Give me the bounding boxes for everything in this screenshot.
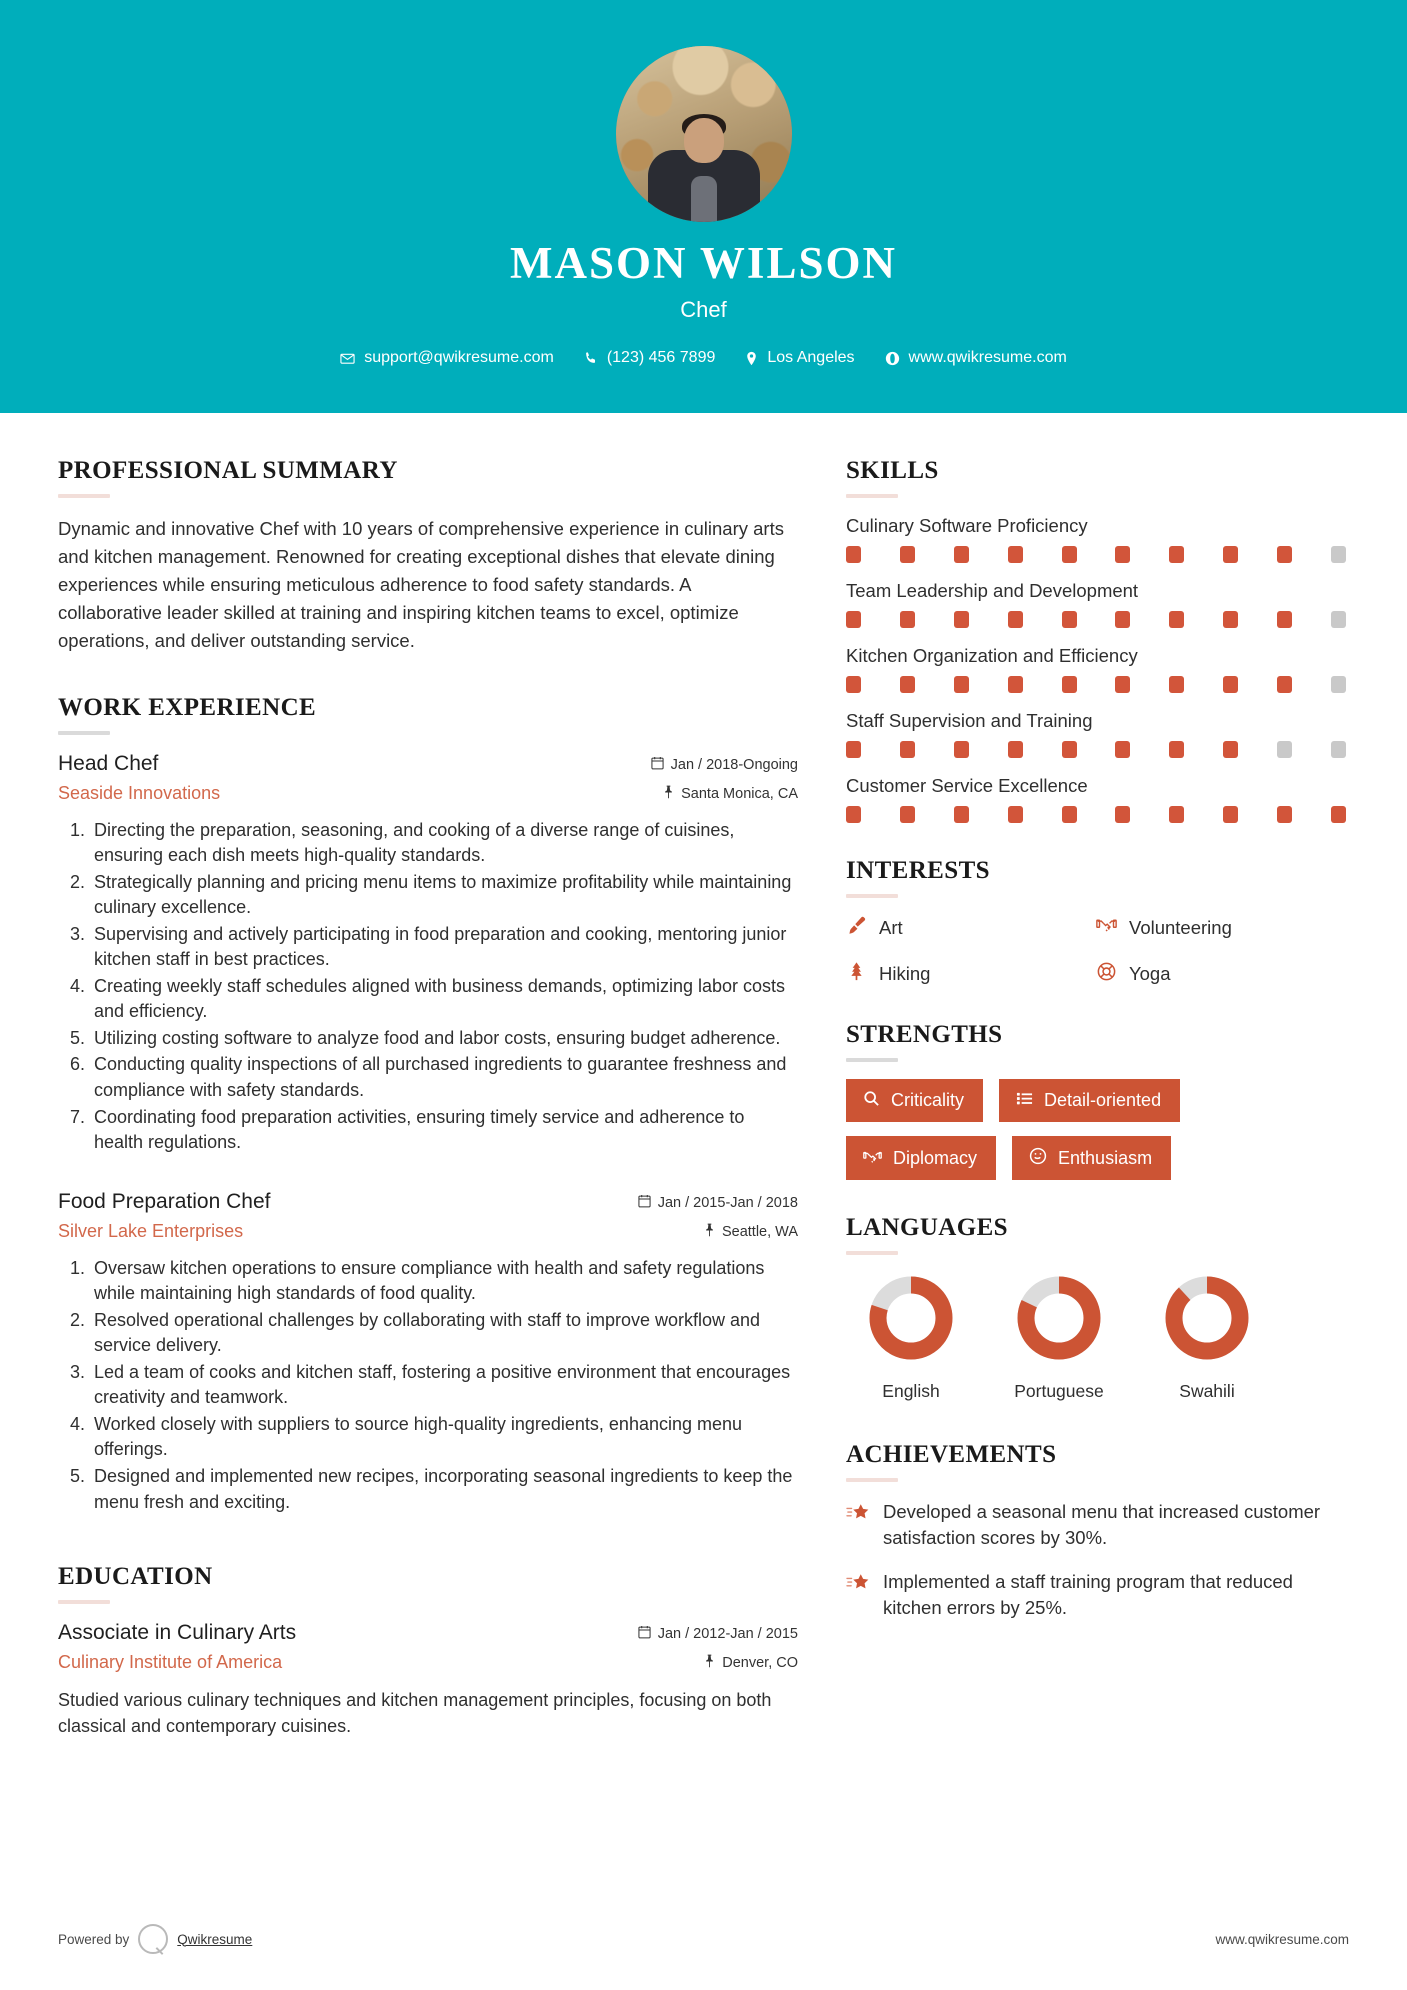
section-rule (58, 731, 110, 735)
calendar-icon (638, 1194, 651, 1212)
map-pin-icon (745, 351, 758, 366)
language-donut (994, 1272, 1124, 1369)
interest-label: Hiking (879, 963, 931, 984)
resume-body (0, 413, 1407, 1739)
skill-item (846, 710, 1346, 758)
language-donut (1142, 1272, 1272, 1369)
left-column (58, 457, 798, 1739)
calendar-icon (638, 1625, 651, 1643)
job-dates (651, 756, 798, 774)
experience-entry-subheader (58, 783, 798, 804)
section-rule (846, 1058, 898, 1062)
handshake-icon (1096, 915, 1117, 941)
skill-dot-filled (1062, 611, 1077, 628)
skill-dot-filled (1008, 741, 1023, 758)
bullet-item: 1. Oversaw kitchen operations to ensure compliance with health and safety regulations while maintaining high standards of food quality. (90, 1256, 798, 1307)
resume-header (0, 0, 1407, 413)
calendar-icon (651, 756, 664, 774)
skill-dot-filled (1169, 806, 1184, 823)
skill-dot-filled (1223, 676, 1238, 693)
section-title-education: EDUCATION (58, 1563, 213, 1591)
footer-powered-by (58, 1924, 252, 1954)
skill-dot-empty (1277, 741, 1292, 758)
contact-location-text: Los Angeles (767, 349, 855, 367)
skill-dot-filled (1169, 546, 1184, 563)
skill-dot-filled (1277, 611, 1292, 628)
strengths-list (846, 1079, 1346, 1180)
section-rule (846, 1251, 898, 1255)
section-achievements (846, 1441, 1346, 1621)
footer-powered-label: Powered by (58, 1931, 130, 1947)
summary-text: Dynamic and innovative Chef with 10 years of comprehensive experience in culinary arts and kitchen management. Renowned for creating exceptional dishes that elevate dining experiences while ensuring meticulous adherence to food safety standards. A collaborative leader skilled at training and inspiring kitchen teams to excel, optimize operations, and deliver outstanding service. (58, 518, 784, 652)
experience-entry-header (58, 1190, 798, 1214)
avatar (616, 46, 792, 222)
achievement-item (846, 1499, 1346, 1551)
skill-dot-empty (1331, 741, 1346, 758)
bullet-item: 2. Resolved operational challenges by collaborating with staff to improve workflow and service delivery. (90, 1308, 798, 1359)
skill-dot-filled (1331, 806, 1346, 823)
section-title-interests: INTERESTS (846, 857, 990, 884)
strength-badge-diplomacy[interactable] (846, 1136, 996, 1180)
right-column (846, 457, 1346, 1739)
language-label: Swahili (1179, 1381, 1235, 1401)
language-label: Portuguese (1014, 1381, 1104, 1401)
language-label: English (882, 1381, 940, 1401)
interest-item (1096, 961, 1346, 987)
skill-dot-filled (1223, 546, 1238, 563)
language-item (1142, 1272, 1272, 1403)
skill-dot-filled (1008, 676, 1023, 693)
section-education (58, 1563, 798, 1739)
avatar-head (684, 118, 724, 163)
job-dates (638, 1194, 798, 1212)
interest-item (1096, 915, 1346, 941)
pin-icon (704, 1654, 715, 1672)
skill-dot-filled (846, 806, 861, 823)
contact-website[interactable] (874, 349, 1078, 367)
contact-location[interactable] (734, 349, 865, 367)
footer-website: www.qwikresume.com (1215, 1931, 1349, 1947)
skill-dot-empty (1331, 546, 1346, 563)
phone-icon (584, 351, 598, 365)
globe-icon (885, 351, 900, 366)
section-strengths (846, 1021, 1346, 1180)
section-rule (846, 494, 898, 498)
job-role: Chef (680, 297, 727, 323)
strength-label: Enthusiasm (1058, 1147, 1153, 1168)
skill-dot-filled (1062, 741, 1077, 758)
school-name: Culinary Institute of America (58, 1652, 283, 1673)
education-entry-subheader (58, 1652, 798, 1673)
section-professional-summary (58, 457, 798, 656)
section-title-achievements: ACHIEVEMENTS (846, 1440, 1057, 1468)
skill-label: Team Leadership and Development (846, 580, 1139, 601)
skill-dot-filled (1115, 546, 1130, 563)
language-item (994, 1272, 1124, 1403)
job-location-text: Seattle, WA (721, 1223, 798, 1240)
skill-item (846, 645, 1346, 693)
section-interests (846, 857, 1346, 987)
section-skills (846, 457, 1346, 823)
contact-phone[interactable] (573, 349, 727, 367)
skill-dot-filled (1062, 806, 1077, 823)
section-title-skills: SKILLS (846, 457, 939, 484)
section-title-work: WORK EXPERIENCE (58, 693, 317, 721)
skill-label: Staff Supervision and Training (846, 710, 1093, 731)
shooting-star-icon (846, 1572, 870, 1599)
job-title: Food Preparation Chef (58, 1189, 271, 1213)
education-description: Studied various culinary techniques and kitchen management principles, focusing on both classical and contemporary cuisines. (58, 1690, 772, 1737)
strength-badge-enthusiasm[interactable] (1012, 1136, 1171, 1180)
skill-dot-filled (846, 741, 861, 758)
skill-label: Kitchen Organization and Efficiency (846, 645, 1138, 666)
achievement-item (846, 1569, 1346, 1621)
skill-dot-filled (900, 546, 915, 563)
job-bullets (58, 1256, 798, 1515)
skill-dot-filled (1277, 806, 1292, 823)
bullet-item: 3. Led a team of cooks and kitchen staff, fostering a positive environment that encourages creativity and teamwork. (90, 1360, 798, 1411)
job-dates-text: Jan / 2015-Jan / 2018 (657, 1194, 798, 1211)
education-dates-text: Jan / 2012-Jan / 2015 (657, 1626, 798, 1643)
skill-dot-filled (1115, 676, 1130, 693)
education-location-text: Denver, CO (722, 1655, 798, 1672)
bullet-item: 4. Creating weekly staff schedules aligned with business demands, optimizing labor costs and efficiency. (90, 974, 798, 1025)
page-title: MASON WILSON (510, 238, 897, 288)
interest-item (846, 915, 1096, 941)
strength-badge-criticality[interactable] (846, 1079, 983, 1122)
contact-bar (329, 349, 1078, 367)
skill-dot-filled (1169, 741, 1184, 758)
skill-dot-filled (1169, 676, 1184, 693)
avatar-person (645, 114, 763, 222)
achievement-text: Developed a seasonal menu that increased customer satisfaction scores by 30%. (883, 1500, 1321, 1548)
job-location-text: Santa Monica, CA (681, 785, 798, 802)
bullet-item: 5. Utilizing costing software to analyze food and labor costs, ensuring budget adherence. (90, 1026, 798, 1052)
bullet-item: 5. Designed and implemented new recipes, incorporating seasonal ingredients to keep the menu fresh and exciting. (90, 1464, 798, 1515)
paintbrush-icon (846, 915, 867, 941)
skill-dot-filled (954, 741, 969, 758)
skill-dot-empty (1331, 676, 1346, 693)
skill-rating (846, 806, 1346, 823)
experience-entry (58, 752, 798, 1156)
list-icon (1016, 1090, 1033, 1110)
interest-label: Art (879, 917, 903, 938)
handshake-icon (863, 1148, 882, 1168)
footer-brand-link[interactable]: Qwikresume (177, 1931, 253, 1947)
achievement-text: Implemented a staff training program that reduced kitchen errors by 25%. (883, 1570, 1293, 1618)
skill-dot-filled (900, 741, 915, 758)
interest-label: Yoga (1129, 963, 1171, 984)
bullet-item: 3. Supervising and actively participating in food preparation and cooking, mentoring junior kitchen staff in best practices. (90, 922, 798, 973)
skill-dot-filled (1008, 611, 1023, 628)
contact-email-text: support@qwikresume.com (364, 349, 554, 367)
skill-dot-filled (900, 611, 915, 628)
education-location (704, 1654, 798, 1672)
section-rule (58, 1600, 110, 1604)
skill-dot-filled (900, 676, 915, 693)
experience-entry-subheader (58, 1221, 798, 1242)
contact-website-text: www.qwikresume.com (908, 349, 1067, 367)
education-entry-header (58, 1621, 798, 1645)
skill-dot-filled (1223, 741, 1238, 758)
skill-dot-filled (954, 806, 969, 823)
skill-dot-empty (1331, 611, 1346, 628)
language-item (846, 1272, 976, 1403)
skill-dot-filled (1277, 546, 1292, 563)
section-title-languages: LANGUAGES (846, 1214, 1008, 1241)
experience-entry-header (58, 752, 798, 776)
skill-rating (846, 741, 1346, 758)
skill-dot-filled (846, 611, 861, 628)
skill-dot-filled (954, 611, 969, 628)
bullet-item: 7. Coordinating food preparation activities, ensuring timely service and adherence to health regulations. (90, 1105, 798, 1156)
experience-entry (58, 1190, 798, 1515)
smiley-icon (1029, 1147, 1047, 1168)
skill-dot-filled (1169, 611, 1184, 628)
skill-dot-filled (1277, 676, 1292, 693)
job-dates-text: Jan / 2018-Ongoing (670, 756, 798, 773)
interests-grid (846, 915, 1346, 987)
skill-label: Customer Service Excellence (846, 775, 1088, 796)
bullet-item: 6. Conducting quality inspections of all purchased ingredients to guarantee freshness and compliance with safety standards. (90, 1052, 798, 1103)
contact-phone-text: (123) 456 7899 (606, 349, 716, 367)
magnifier-icon (863, 1090, 880, 1110)
job-bullets (58, 818, 798, 1156)
pin-icon (663, 785, 674, 803)
skill-dot-filled (954, 546, 969, 563)
education-dates (638, 1625, 798, 1643)
skill-dot-filled (846, 546, 861, 563)
skill-dot-filled (1115, 741, 1130, 758)
skill-dot-filled (1115, 611, 1130, 628)
skill-dot-filled (954, 676, 969, 693)
shooting-star-icon (846, 1502, 870, 1529)
skill-item (846, 515, 1346, 563)
section-rule (846, 894, 898, 898)
section-languages (846, 1214, 1346, 1403)
skill-dot-filled (1223, 806, 1238, 823)
skill-dot-filled (900, 806, 915, 823)
section-title-summary: PROFESSIONAL SUMMARY (58, 457, 398, 484)
job-location (704, 1223, 798, 1241)
job-title: Head Chef (58, 751, 159, 775)
skill-item (846, 580, 1346, 628)
strength-label: Diplomacy (893, 1147, 978, 1168)
degree-title: Associate in Culinary Arts (58, 1621, 297, 1645)
skill-rating (846, 676, 1346, 693)
tree-icon (846, 961, 867, 987)
skill-dot-filled (1223, 611, 1238, 628)
skill-dot-filled (1008, 546, 1023, 563)
lifebuoy-icon (1096, 961, 1117, 987)
skill-dot-filled (1115, 806, 1130, 823)
job-location (663, 785, 798, 803)
contact-email[interactable] (329, 349, 565, 367)
skill-label: Culinary Software Proficiency (846, 515, 1088, 536)
achievements-list (846, 1499, 1346, 1621)
bullet-item: 1. Directing the preparation, seasoning, and cooking of a diverse range of cuisines, ensuring each dish meets high-quality standards. (90, 818, 798, 869)
company-name: Seaside Innovations (58, 782, 221, 803)
bullet-item: 4. Worked closely with suppliers to source high-quality ingredients, enhancing menu offerings. (90, 1412, 798, 1463)
skill-item (846, 775, 1346, 823)
qwikresume-logo-icon (138, 1924, 168, 1954)
languages-list (846, 1272, 1346, 1403)
skill-dot-filled (1008, 806, 1023, 823)
section-rule (846, 1478, 898, 1482)
section-rule (58, 494, 110, 498)
education-entry (58, 1621, 798, 1739)
bullet-item: 2. Strategically planning and pricing menu items to maximize profitability while maintaining culinary excellence. (90, 870, 798, 921)
section-work-experience (58, 694, 798, 1516)
strength-badge-detail-oriented[interactable] (999, 1079, 1180, 1122)
skill-dot-filled (1062, 676, 1077, 693)
skill-dot-filled (1062, 546, 1077, 563)
skill-rating (846, 546, 1346, 563)
page-footer (58, 1924, 1349, 1954)
skill-rating (846, 611, 1346, 628)
language-donut (846, 1272, 976, 1369)
strength-label: Detail-oriented (1044, 1090, 1162, 1110)
section-title-strengths: STRENGTHS (846, 1021, 1003, 1048)
strength-label: Criticality (891, 1090, 965, 1110)
envelope-icon (340, 351, 355, 366)
interest-item (846, 961, 1096, 987)
company-name: Silver Lake Enterprises (58, 1220, 244, 1241)
pin-icon (704, 1223, 715, 1241)
skill-dot-filled (846, 676, 861, 693)
interest-label: Volunteering (1129, 917, 1232, 938)
avatar-shirt (691, 176, 717, 222)
